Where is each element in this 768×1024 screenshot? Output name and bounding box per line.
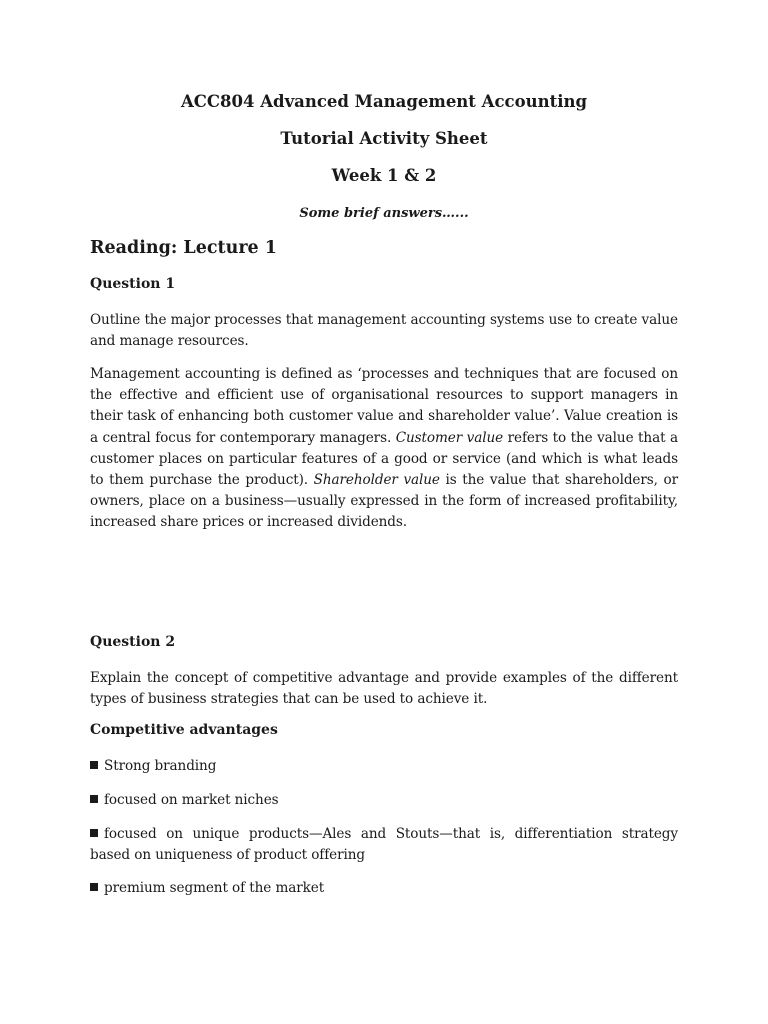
bullet-text: premium segment of the market xyxy=(104,880,325,896)
question-1-text: Outline the major processes that management accounting systems use to create value and manage resources. xyxy=(90,312,678,350)
bullet-item xyxy=(90,756,678,777)
question-2-text: Explain the concept of competitive advantage and provide examples of the different types of business strategies that can be used to achieve it. xyxy=(90,670,678,708)
section-heading: Reading: Lecture 1 xyxy=(90,238,277,258)
square-bullet-icon xyxy=(90,761,98,769)
shareholder-value-term: Shareholder value xyxy=(313,472,440,489)
week-label: Week 1 & 2 xyxy=(331,166,437,185)
question-1-heading: Question 1 xyxy=(90,276,176,292)
bullet-text: focused on market niches xyxy=(104,792,279,808)
bullet-item xyxy=(90,878,678,899)
bullet-text: Strong branding xyxy=(104,758,217,774)
square-bullet-icon xyxy=(90,795,98,803)
document-subtitle: Tutorial Activity Sheet xyxy=(280,129,488,148)
square-bullet-icon xyxy=(90,829,98,837)
question-2-heading: Question 2 xyxy=(90,634,176,650)
customer-value-term: Customer value xyxy=(395,429,504,446)
competitive-advantages-heading: Competitive advantages xyxy=(90,722,278,738)
bullet-item xyxy=(90,790,678,811)
answer-part-1: Management accounting is defined as ‘processes and techniques that are focused on the effective and efficient use of organisational resources to support managers in their task of enhancing both customer value and shareholder value’. Value creation is a central focus for contemporary managers. xyxy=(90,366,678,446)
bullet-item xyxy=(90,824,678,866)
document-title: ACC804 Advanced Management Accounting xyxy=(180,92,587,111)
square-bullet-icon xyxy=(90,883,98,891)
answer-part-3: is the value that shareholders, or owners, place on a business—usually expressed in the form of increased profitability, increased share prices or increased dividends. xyxy=(90,472,678,531)
answer-part-2: refers to the value that a customer places on particular features of a good or service (and which is what leads to them purchase the product). xyxy=(90,429,678,489)
question-1-answer xyxy=(90,364,678,534)
brief-answers-note: Some brief answers…... xyxy=(299,206,469,221)
bullet-text: focused on unique products—Ales and Stouts—that is, differentiation strategy based on uniqueness of product offering xyxy=(90,826,678,864)
